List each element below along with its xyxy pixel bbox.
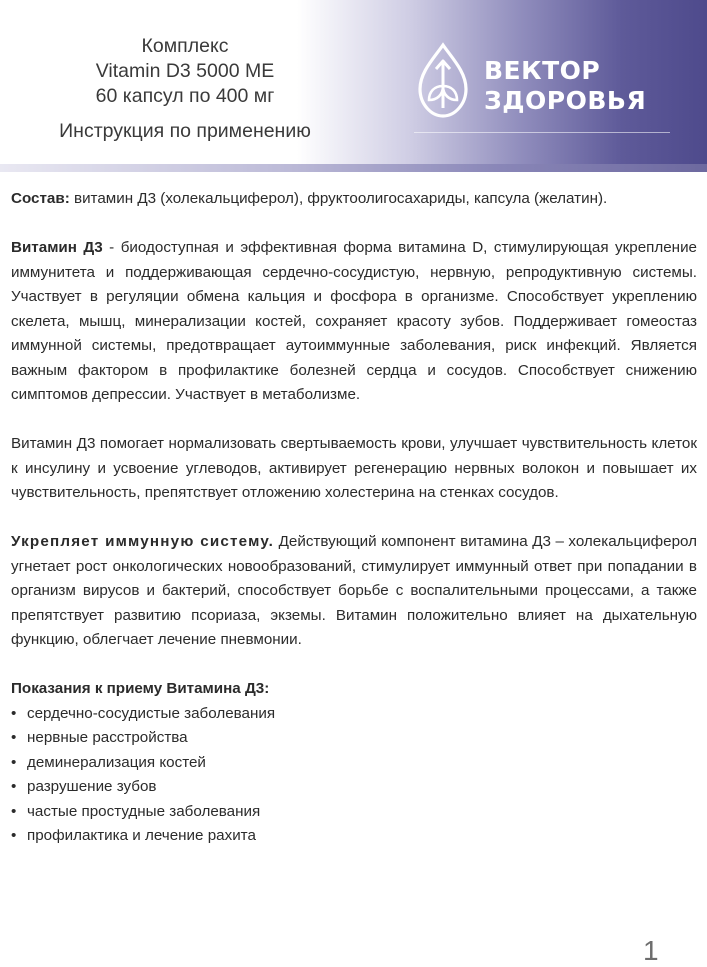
- indications-title: Показания к приему Витамина Д3:: [11, 680, 270, 697]
- vitamin-d3-paragraph: [11, 236, 697, 408]
- immunity-text: Действующий компонент витамина Д3 – холекальциферол угнетает рост онкологических новообразований, стимулирует иммунный ответ при попадании в организм вирусов и бактерий, способствует борьбе с воспалительными процессами, а также препятствует развитию псориаза, экземы. Витамин положительно влияет на дыхательную функцию, облегчает лечение пневмонии.: [11, 533, 697, 648]
- list-item-text: деминерализация костей: [27, 753, 206, 771]
- list-item-text: сердечно-сосудистые заболевания: [27, 704, 276, 722]
- composition-label: Состав:: [11, 190, 70, 207]
- document-subtitle: Инструкция по применению: [59, 120, 311, 142]
- bullet: •: [11, 827, 17, 844]
- composition-paragraph: [11, 187, 697, 212]
- effects-paragraph: [11, 432, 697, 506]
- header-banner: [0, 0, 707, 172]
- list-item: [11, 702, 697, 727]
- logo-divider: [414, 132, 670, 133]
- bullet: •: [11, 778, 17, 795]
- brand-name: [484, 56, 646, 116]
- vitamin-d3-text: - биодоступная и эффективная форма витамина D, стимулирующая укрепление иммунитета и поддерживающая сердечно-сосудистую, нервную, репродуктивную системы. Участвует в регуляции обмена кальция и фосфора в организме. Способствует укреплению скелета, мышц, минерализации костей, сохраняет красоту зубов. Поддерживает гомеостаз иммунной системы, предотвращает аутоиммунные заболевания, риск инфекций. Является важным фактором в профилактике болезней сердца и сосудов. Способствует снижению симптомов депрессии. Участвует в метаболизме.: [11, 239, 698, 403]
- list-item-text: профилактика и лечение рахита: [27, 827, 256, 844]
- bullet: •: [11, 753, 17, 771]
- bullet: •: [11, 729, 17, 746]
- list-item: [11, 800, 697, 825]
- list-item-text: частые простудные заболевания: [27, 802, 261, 820]
- list-item: [11, 775, 697, 800]
- vitamin-d3-label: Витамин Д3: [11, 239, 103, 256]
- list-item: [11, 726, 697, 751]
- drop-leaf-icon: [412, 42, 474, 120]
- immunity-paragraph: [11, 530, 697, 653]
- bullet: •: [11, 704, 17, 722]
- list-item-text: разрушение зубов: [27, 778, 157, 795]
- immunity-label: Укрепляет иммунную систему.: [11, 533, 275, 550]
- brand-name-line-2: ЗДОРОВЬЯ: [484, 86, 647, 115]
- bullet: •: [11, 802, 17, 820]
- page-number: 1: [643, 935, 659, 966]
- title-line-2: Vitamin D3 5000 МЕ: [95, 60, 275, 82]
- brand-name-line-1: ВЕКТОР: [484, 56, 601, 85]
- effects-text: Витамин Д3 помогает нормализовать свертываемость крови, улучшает чувствительность клеток к инсулину и усвоение углеводов, активирует регенерацию нервных волокон и повышает их чувствительность, препятствует отложению холестерина на стенках сосудов.: [11, 435, 697, 501]
- product-title: [40, 34, 330, 109]
- list-item: [11, 751, 697, 776]
- instruction-body: [11, 187, 697, 849]
- title-line-1: Комплекс: [141, 35, 229, 57]
- title-line-3: 60 капсул по 400 мг: [95, 85, 275, 107]
- composition-text: витамин Д3 (холекальциферол), фруктоолигосахариды, капсула (желатин).: [69, 190, 608, 207]
- list-item-text: нервные расстройства: [27, 729, 188, 746]
- indications-list: [11, 702, 697, 849]
- list-item: [11, 824, 697, 849]
- brand-logo: [412, 42, 670, 134]
